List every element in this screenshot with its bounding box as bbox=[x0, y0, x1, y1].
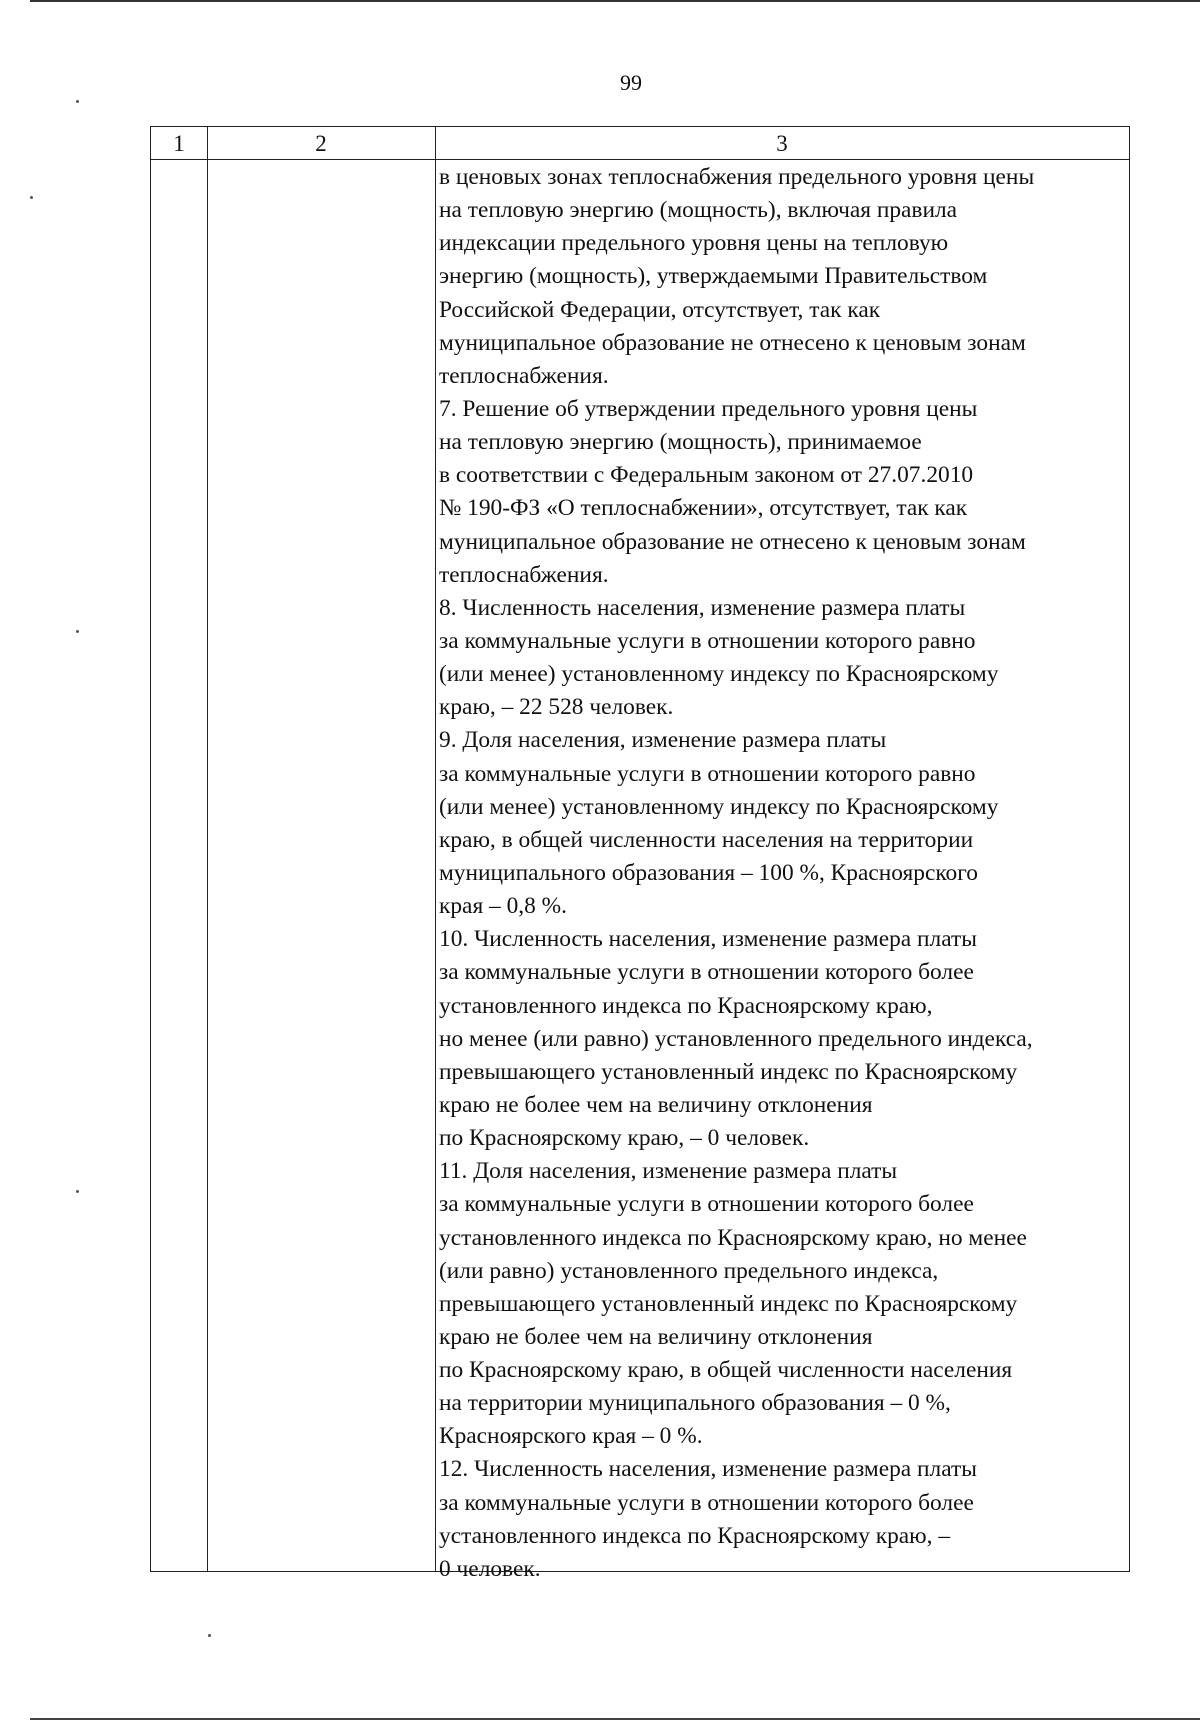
text-line: по Красноярскому краю, в общей численности населения bbox=[439, 1357, 1013, 1384]
text-line: Российской Федерации, отсутствует, так как bbox=[439, 296, 881, 323]
text-line: края – 0,8 %. bbox=[439, 893, 568, 920]
text-line: но менее (или равно) установленного предельного индекса, bbox=[439, 1025, 1033, 1052]
text-line: (или менее) установленному индексу по Красноярскому bbox=[439, 793, 999, 820]
text-line: 8. Численность населения, изменение размера платы bbox=[439, 594, 966, 621]
text-line: 0 человек. bbox=[439, 1555, 541, 1582]
text-line: муниципальное образование не отнесено к ценовым зонам bbox=[439, 528, 1026, 555]
text-line: краю, – 22 528 человек. bbox=[439, 694, 674, 721]
text-line: превышающего установленный индекс по Красноярскому bbox=[439, 1290, 1018, 1317]
scan-speck bbox=[76, 100, 79, 103]
text-line: за коммунальные услуги в отношении которого равно bbox=[439, 627, 976, 654]
text-line: Красноярского края – 0 %. bbox=[439, 1423, 703, 1450]
header-cell-3: 3 bbox=[776, 131, 788, 156]
header-cell-2: 2 bbox=[315, 131, 327, 156]
column-3-text bbox=[439, 161, 1125, 1586]
text-line: теплоснабжения. bbox=[439, 362, 609, 389]
text-line: на территории муниципального образования – 0 %, bbox=[439, 1390, 951, 1417]
text-line: краю, в общей численности населения на территории bbox=[439, 826, 974, 853]
text-line: по Красноярскому краю, – 0 человек. bbox=[439, 1125, 810, 1152]
scan-edge-top bbox=[30, 0, 1200, 2]
text-line: 12. Численность населения, изменение размера платы bbox=[439, 1456, 977, 1483]
document-table bbox=[150, 126, 1130, 1582]
page-number: 99 bbox=[620, 70, 642, 95]
text-line: 7. Решение об утверждении предельного уровня цены bbox=[439, 395, 978, 422]
text-line: в ценовых зонах теплоснабжения предельного уровня цены bbox=[439, 164, 1035, 190]
text-line: за коммунальные услуги в отношении которого более bbox=[439, 1191, 974, 1218]
text-line: превышающего установленный индекс по Красноярскому bbox=[439, 1058, 1018, 1085]
header-cell-1: 1 bbox=[173, 131, 185, 156]
text-line: установленного индекса по Красноярскому краю, но менее bbox=[439, 1224, 1027, 1251]
text-line: (или менее) установленному индексу по Красноярскому bbox=[439, 661, 999, 688]
scan-speck bbox=[208, 1634, 211, 1637]
text-line: энергию (мощность), утверждаемыми Правительством bbox=[439, 263, 988, 290]
text-line: муниципальное образование не отнесено к ценовым зонам bbox=[439, 329, 1026, 356]
text-line: на тепловую энергию (мощность), принимаемое bbox=[439, 429, 922, 456]
text-line: (или равно) установленного предельного индекса, bbox=[439, 1257, 939, 1284]
column-divider-2 bbox=[435, 127, 436, 1571]
text-line: 11. Доля населения, изменение размера платы bbox=[439, 1158, 898, 1185]
text-line: краю не более чем на величину отклонения bbox=[439, 1091, 873, 1118]
text-line: установленного индекса по Красноярскому краю, bbox=[439, 992, 933, 1019]
text-line: за коммунальные услуги в отношении которого более bbox=[439, 959, 974, 986]
text-line: установленного индекса по Красноярскому краю, – bbox=[439, 1522, 951, 1549]
text-line: на тепловую энергию (мощность), включая правила bbox=[439, 197, 958, 224]
scan-speck bbox=[30, 196, 33, 199]
scan-speck bbox=[76, 630, 79, 633]
text-line: за коммунальные услуги в отношении которого более bbox=[439, 1489, 974, 1516]
text-line: краю не более чем на величину отклонения bbox=[439, 1323, 873, 1350]
text-line: в соответствии с Федеральным законом от 27.07.2010 bbox=[439, 462, 974, 489]
column-divider-1 bbox=[207, 127, 208, 1571]
text-line: 10. Численность населения, изменение размера платы bbox=[439, 926, 977, 953]
scan-speck bbox=[76, 1190, 79, 1193]
table-header-row bbox=[151, 127, 1129, 160]
text-line: индексации предельного уровня цены на тепловую bbox=[439, 230, 949, 257]
text-line: 9. Доля населения, изменение размера платы bbox=[439, 727, 887, 754]
text-line: теплоснабжения. bbox=[439, 561, 609, 588]
text-line: муниципального образования – 100 %, Красноярского bbox=[439, 859, 978, 886]
text-line: за коммунальные услуги в отношении которого равно bbox=[439, 760, 976, 787]
text-line: № 190-ФЗ «О теплоснабжении», отсутствует, так как bbox=[439, 495, 968, 522]
